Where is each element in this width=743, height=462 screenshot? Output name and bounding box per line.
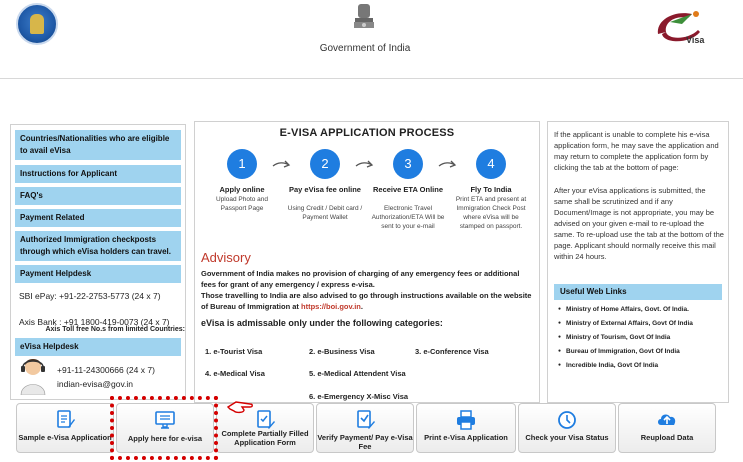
sidebar-item-immigration-checkposts[interactable]: Authorized Immigration checkposts through which eVisa holders can travel. bbox=[15, 230, 181, 261]
monitor-form-icon bbox=[154, 409, 176, 431]
step-4-title: Fly To India bbox=[470, 185, 512, 194]
step-2-desc: Using Credit / Debit card / Payment Wallet bbox=[287, 205, 363, 221]
web-link-tourism[interactable]: ● Ministry of Tourism, Govt Of India bbox=[558, 334, 724, 341]
payment-check-icon bbox=[354, 409, 376, 431]
tab-label: Sample e-Visa Application bbox=[18, 433, 112, 442]
tab-label: Print e-Visa Application bbox=[424, 433, 508, 442]
useful-web-links-header: Useful Web Links bbox=[554, 284, 722, 300]
step-2-circle: 2 bbox=[310, 149, 340, 179]
category-item: 3. e-Conference Visa bbox=[415, 347, 489, 356]
checklist-edit-icon bbox=[254, 409, 276, 431]
step-4-circle: 4 bbox=[476, 149, 506, 179]
web-link-immigration[interactable]: ● Bureau of Immigration, Govt Of India bbox=[558, 348, 724, 355]
step-arrow-icon bbox=[272, 158, 292, 170]
helpdesk-phone: +91-11-24300666 (24 x 7) bbox=[57, 365, 155, 375]
tab-label: Complete Partially Filled Application Form bbox=[221, 429, 309, 447]
process-title: E-VISA APPLICATION PROCESS bbox=[279, 127, 455, 139]
step-3-circle: 3 bbox=[393, 149, 423, 179]
national-emblem-icon bbox=[350, 2, 378, 36]
category-item: 1. e-Tourist Visa bbox=[205, 347, 263, 356]
web-link-external-affairs[interactable]: ● Ministry of External Affairs, Govt Of India bbox=[558, 320, 724, 327]
document-edit-icon bbox=[54, 409, 76, 431]
category-item: 4. e-Medical Visa bbox=[205, 369, 265, 378]
header-divider bbox=[0, 78, 743, 79]
clock-icon bbox=[556, 409, 578, 431]
evisa-logo-text: Visa bbox=[686, 35, 705, 45]
tab-label: Reupload Data bbox=[640, 433, 694, 442]
tab-apply-here[interactable] bbox=[116, 403, 214, 453]
sidebar-item-eligible-countries[interactable]: Countries/Nationalities who are eligible to avail eVisa bbox=[15, 129, 181, 160]
tab-label: Check your Visa Status bbox=[525, 433, 609, 442]
tab-verify-payment[interactable] bbox=[316, 403, 414, 453]
sidebar-item-payment-related[interactable]: Payment Related bbox=[15, 208, 181, 227]
tab-print-application[interactable] bbox=[416, 403, 516, 453]
save-application-info: If the applicant is unable to complete his e-visa application form, he may save the application and may return to complete the application form by clicking the tab at the bottom of page: bbox=[554, 130, 719, 172]
step-arrow-icon bbox=[438, 158, 458, 170]
step-1-title: Apply online bbox=[219, 185, 265, 194]
pointing-hand-icon bbox=[226, 398, 256, 416]
step-1-circle: 1 bbox=[227, 149, 257, 179]
category-item: 5. e-Medical Attendent Visa bbox=[309, 369, 406, 378]
tab-label: Apply here for e-visa bbox=[127, 434, 203, 443]
step-4-desc: Print ETA and present at Immigration Check Post where eVisa will be stamped on passport. bbox=[455, 196, 527, 230]
ministry-seal-logo[interactable] bbox=[16, 3, 58, 45]
web-link-incredible-india[interactable]: ● Incredible India, Govt Of India bbox=[558, 362, 724, 369]
axis-bank-contact: Axis Bank : +91 1800-419-0073 (24 x 7) bbox=[19, 317, 170, 327]
sidebar-item-evisa-helpdesk[interactable]: eVisa Helpdesk bbox=[15, 337, 181, 356]
site-header bbox=[0, 0, 743, 72]
sidebar-item-payment-helpdesk[interactable]: Payment Helpdesk bbox=[15, 264, 181, 283]
web-link-home-affairs[interactable]: ● Ministry of Home Affairs, Govt. Of India. bbox=[558, 306, 724, 313]
step-3-desc: Electronic Travel Authorization/ETA Will be sent to your e-mail bbox=[371, 205, 445, 230]
step-2-title: Pay eVisa fee online bbox=[289, 185, 361, 194]
tab-sample-application[interactable] bbox=[16, 403, 114, 453]
step-3-title: Receive ETA Online bbox=[372, 185, 444, 194]
sidebar-item-instructions[interactable]: Instructions for Applicant bbox=[15, 164, 181, 183]
category-item: 6. e-Emergency X-Misc Visa bbox=[309, 392, 409, 401]
tab-reupload-data[interactable] bbox=[618, 403, 716, 453]
helpdesk-agent-icon bbox=[17, 355, 49, 395]
government-of-india-label: Government of India bbox=[319, 43, 411, 54]
advisory-title: Advisory bbox=[201, 250, 251, 265]
advisory-text bbox=[201, 268, 535, 312]
application-process-panel bbox=[194, 121, 540, 403]
left-sidebar bbox=[10, 124, 186, 400]
advisory-line-2-end: . bbox=[360, 302, 363, 311]
admissible-categories-title: eVisa is admissable only under the following categories: bbox=[201, 318, 443, 328]
tab-label: Verify Payment/ Pay e-Visa Fee bbox=[317, 433, 413, 451]
helpdesk-email[interactable]: indian-evisa@gov.in bbox=[57, 379, 134, 389]
printer-icon bbox=[455, 409, 477, 431]
right-info-panel bbox=[547, 121, 729, 403]
reupload-info: After your eVisa applications is submitted, the same shall be scrutinized and if any Document/Image is not appropriate, you may be advised on your given e-mail to re-upload the same. To re-upload use the tab at the bottom of the page. Applicant should normally receive this mail within 24 hours. bbox=[554, 186, 724, 261]
axis-toll-free-note: Axis Toll free No.s from limited Countries: bbox=[45, 326, 185, 333]
boi-link[interactable]: https://boi.gov.in bbox=[301, 302, 361, 311]
step-1-desc: Upload Photo and Passport Page bbox=[215, 196, 269, 212]
evisa-logo[interactable] bbox=[652, 6, 714, 46]
sbi-epay-contact: SBI ePay: +91-22-2753-5773 (24 x 7) bbox=[19, 291, 161, 301]
cloud-upload-icon bbox=[656, 409, 678, 431]
sidebar-item-faqs[interactable]: FAQ's bbox=[15, 186, 181, 205]
tab-check-status[interactable] bbox=[518, 403, 616, 453]
step-arrow-icon bbox=[355, 158, 375, 170]
advisory-line-1: Government of India makes no provision of charging of any emergency fees or additional fees for grant of any emergency / express e-visa. bbox=[201, 269, 520, 289]
advisory-line-2: Those travelling to India are also advised to go through instructions available on the website of Bureau of Immigration at bbox=[201, 291, 532, 311]
category-item: 2. e-Business Visa bbox=[309, 347, 375, 356]
